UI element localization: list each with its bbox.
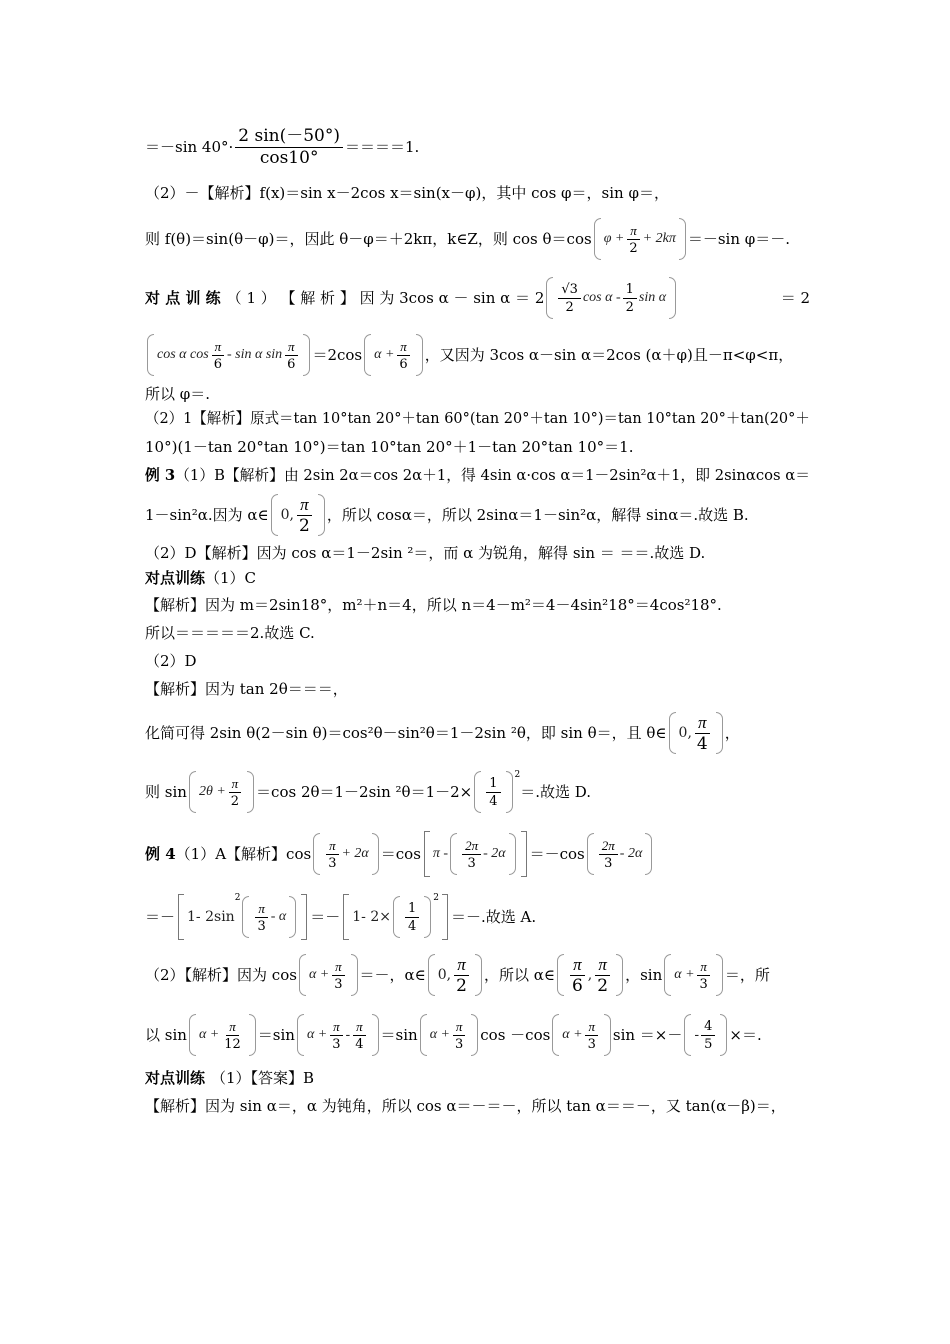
fraction: $\frac{\pi}{6}$ bbox=[284, 340, 298, 371]
example-heading: 例 3 bbox=[145, 466, 176, 484]
section-heading: 对点训练 bbox=[145, 569, 206, 587]
bracket-right bbox=[442, 894, 448, 940]
paren-left bbox=[594, 218, 601, 260]
text: ，所以 cosα＝，所以 2sinα＝1－sin²α，解得 sinα＝.故选 B. bbox=[326, 505, 749, 524]
paren-right bbox=[645, 833, 652, 875]
fraction: $\frac{√3}{2}$ bbox=[558, 283, 581, 314]
text: 【解析】因为 tan 2θ＝＝＝， bbox=[145, 680, 348, 698]
paren-right bbox=[509, 833, 516, 875]
line-1 bbox=[145, 128, 810, 167]
text: （2）【解析】因为 cos bbox=[145, 965, 297, 984]
section-heading: 对 点 训 练 bbox=[145, 288, 221, 307]
line-16 bbox=[145, 682, 810, 697]
text: 化简可得 2sin θ(2－sin θ)＝cos²θ－sin²θ＝1－2sin ²θ，即 sin θ＝，且 θ∈ bbox=[145, 723, 667, 742]
text: ＝.故选 D. bbox=[520, 782, 592, 801]
fraction: $\frac{\pi}{3}$ bbox=[697, 960, 711, 991]
line-3: 则 f(θ)＝sin(θ－φ)＝，因此 θ－φ＝＋2kπ，k∈Z，则 cos θ＝cos φ + $\frac{\pi}{2}$ + 2kπ ＝－sin φ＝－. bbox=[145, 218, 810, 260]
text: （2）D【解析】因为 cos α＝1－2sin ²＝，而 α 为锐角，解得 sin ＝ ＝＝.故选 D. bbox=[145, 544, 706, 562]
text: ＝－ bbox=[310, 907, 341, 926]
text: ＝－.故选 A. bbox=[451, 907, 537, 926]
paren-right bbox=[372, 833, 379, 875]
fraction: $\frac{2 \sin(-50^\circ)}{\cos 10^\circ}$ bbox=[235, 128, 343, 167]
line-13 bbox=[145, 598, 810, 613]
text: ，所以 α∈ bbox=[483, 965, 555, 984]
line-7 bbox=[145, 411, 810, 426]
paren-right bbox=[303, 334, 310, 376]
text: 所以 φ＝. bbox=[145, 385, 211, 403]
paren-right bbox=[506, 771, 513, 813]
paren-right bbox=[416, 334, 423, 376]
bracket-left bbox=[424, 831, 430, 877]
paren-right bbox=[249, 1014, 256, 1056]
text: ＝sin bbox=[380, 1025, 418, 1044]
paren-left bbox=[587, 833, 594, 875]
text: 以 sin bbox=[145, 1025, 187, 1044]
text: （1）B【解析】由 2sin 2α＝cos 2α＋1，得 4sin α·cos α＝1－2sin²α＋1，即 2sinαcos α＝ bbox=[175, 466, 810, 484]
text: ＝－ bbox=[145, 907, 176, 926]
text: （1）C bbox=[205, 569, 257, 587]
line-9 bbox=[145, 468, 810, 483]
text: ，sin bbox=[625, 965, 663, 984]
paren-left bbox=[450, 833, 457, 875]
paren-right bbox=[679, 218, 686, 260]
line-24 bbox=[145, 1099, 810, 1114]
fraction: $\frac{2\pi}{3}$ bbox=[599, 839, 618, 870]
paren-left bbox=[189, 1014, 196, 1056]
paren-left bbox=[474, 771, 481, 813]
text: ×＝. bbox=[729, 1025, 762, 1044]
paren-left bbox=[271, 494, 278, 536]
text: ＝cos 2θ＝1－2sin ²θ＝1－2× bbox=[256, 782, 473, 801]
paren-left bbox=[393, 896, 400, 938]
text: 则 f(θ)＝sin(θ－φ)＝，因此 θ－φ＝＋2kπ，k∈Z，则 cos θ＝cos bbox=[145, 229, 592, 248]
paren-left bbox=[147, 334, 154, 376]
fraction: $\frac{4}{5}$ bbox=[701, 1020, 715, 1051]
paren-right bbox=[720, 1014, 727, 1056]
fraction: $\frac{1}{4}$ bbox=[486, 777, 500, 808]
fraction: $\frac{1}{4}$ bbox=[405, 902, 419, 933]
line-15 bbox=[145, 654, 810, 669]
line-19: 例 4 （1）A【解析】cos $\frac{\pi}{3}$ + 2α ＝cos π - $\frac{2\pi}{3}$ - 2α ＝－cos $\frac{2\pi}{3}$ - 2α bbox=[145, 831, 810, 877]
text: ＝－sin φ＝－. bbox=[687, 229, 791, 248]
text: ＝－cos bbox=[529, 844, 585, 863]
line-10: 1－sin²α.因为 α∈ 0, $\frac{\pi}{2}$ ，所以 cosα＝，所以 2sinα＝1－sin²α，解得 sinα＝.故选 B. bbox=[145, 494, 749, 536]
paren-left bbox=[664, 954, 671, 996]
paren-right bbox=[351, 954, 358, 996]
exponent: 2 bbox=[234, 893, 241, 903]
bracket-left bbox=[343, 894, 349, 940]
example-heading: 例 4 bbox=[145, 844, 176, 863]
text: ＝cos bbox=[380, 844, 421, 863]
fraction: $\frac{\pi}{6}$ bbox=[211, 340, 225, 371]
text: 【解析】因为 m＝2sin18°，m²＋n＝4，所以 n＝4－m²＝4－4sin²18°＝4cos²18°. bbox=[145, 596, 722, 614]
text: ＝－sin 40°· bbox=[145, 138, 234, 156]
fraction: $\frac{1}{2}$ bbox=[623, 283, 637, 314]
fraction: $\frac{\pi}{2}$ bbox=[626, 224, 640, 255]
text: cos －cos bbox=[480, 1025, 551, 1044]
fraction: $\frac{\pi}{2}$ bbox=[456, 954, 467, 996]
fraction: $\frac{\pi}{3}$ bbox=[452, 1020, 466, 1051]
bracket-right bbox=[521, 831, 527, 877]
text: ， bbox=[724, 723, 740, 742]
line-20: ＝－ 1- 2sin 2 $\frac{\pi}{3}$ - α ＝－ 1- 2× $\frac{1}{4}$ $^2$ ＝－.故选 A. bbox=[145, 894, 810, 940]
paren-left bbox=[297, 1014, 304, 1056]
text: （1）【答案】B bbox=[211, 1069, 315, 1087]
fraction: $\frac{\pi}{12}$ bbox=[224, 1018, 241, 1052]
text: 1－sin²α.因为 α∈ bbox=[145, 505, 269, 524]
line-4: 对 点 训 练 （ 1 ） 【 解 析 】 因 为 3cos α － sin α ＝ 2 $\frac{√3}{2}$ cos α - $\frac{1}{2}$ sin α ＝ 2 bbox=[145, 277, 810, 319]
text: （2）D bbox=[145, 652, 197, 670]
paren-right bbox=[289, 896, 296, 938]
fraction: $\frac{2\pi}{3}$ bbox=[462, 839, 481, 870]
bracket-right bbox=[301, 894, 307, 940]
text: （2）－【解析】f(x)＝sin x－2cos x＝sin(x－φ)，其中 cos φ＝，sin φ＝， bbox=[145, 184, 669, 202]
paren-left bbox=[364, 334, 371, 376]
fraction: $\frac{\pi}{3}$ bbox=[585, 1020, 599, 1051]
fraction: $\frac{\pi}{3}$ bbox=[331, 960, 345, 991]
text: 则 sin bbox=[145, 782, 187, 801]
line-8 bbox=[145, 440, 810, 455]
paren-right bbox=[716, 712, 723, 754]
line-12 bbox=[145, 571, 810, 586]
text: （1）A【解析】cos bbox=[175, 844, 312, 863]
text: （ 1 ） 【 解 析 】 因 为 3cos α － sin α ＝ 2 bbox=[226, 288, 545, 307]
paren-left bbox=[552, 1014, 559, 1056]
text: 所以＝＝＝＝＝2.故选 C. bbox=[145, 624, 315, 642]
line-18: 则 sin 2θ + $\frac{\pi}{2}$ ＝cos 2θ＝1－2sin ²θ＝1－2× $\frac{1}{4}$ $^2$ ＝.故选 D. bbox=[145, 771, 810, 813]
fraction: $\frac{\pi}{2}$ bbox=[597, 954, 609, 996]
text: 【解析】因为 sin α＝，α 为钝角，所以 cos α＝－＝－，所以 tan α＝＝－，又 tan(α－β)＝， bbox=[145, 1097, 786, 1115]
line-22: 以 sin α + $\frac{\pi}{12}$ ＝sin α + $\frac{\pi}{3}$ - $\frac{\pi}{4}$ ＝sin α + $\frac{\pi}{3}$ cos －cos α + $\frac{\pi}{3}$ sin ＝×－ - $\frac{4}{5}$ ×＝. bbox=[145, 1014, 810, 1056]
paren-right bbox=[247, 771, 254, 813]
fraction: $\frac{\pi}{6}$ bbox=[396, 340, 410, 371]
paren-right bbox=[669, 277, 676, 319]
paren-left bbox=[189, 771, 196, 813]
paren-left bbox=[299, 954, 306, 996]
bracket-left bbox=[178, 894, 184, 940]
paren-right bbox=[604, 1014, 611, 1056]
paren-left bbox=[557, 954, 564, 996]
text: （2）1【解析】原式＝tan 10°tan 20°＋tan 60°(tan 20°＋tan 10°)＝tan 10°tan 20°＋tan(20°＋ bbox=[145, 409, 810, 427]
paren-right bbox=[318, 494, 325, 536]
text: ，又因为 3cos α－sin α＝2cos (α＋φ)且－π<φ<π， bbox=[424, 345, 794, 364]
text: ＝sin bbox=[257, 1025, 295, 1044]
line-14 bbox=[145, 626, 810, 641]
exponent: 2 bbox=[433, 893, 439, 903]
line-11 bbox=[145, 546, 810, 561]
line-21: （2）【解析】因为 cos α + $\frac{\pi}{3}$ ＝－，α∈ 0, $\frac{\pi}{2}$ ，所以 α∈ $\frac{\pi}{6}$ , $\frac{\pi}{2}$ ，sin α + $\frac{\pi}{3}$ ＝，所 bbox=[145, 954, 770, 996]
paren-right bbox=[616, 954, 623, 996]
line-5: cos α cos $\frac{\pi}{6}$ - sin α sin $\frac{\pi}{6}$ ＝2cos α + $\frac{\pi}{6}$ ，又因为 3cos α－sin α＝2cos (α＋φ)且－π<φ<π， bbox=[145, 334, 810, 376]
fraction: $\frac{\pi}{3}$ bbox=[325, 839, 339, 870]
fraction: $\frac{\pi}{2}$ bbox=[228, 777, 242, 808]
section-heading: 对点训练 bbox=[145, 1069, 206, 1087]
line-17: 化简可得 2sin θ(2－sin θ)＝cos²θ－sin²θ＝1－2sin ²θ，即 sin θ＝，且 θ∈ 0, $\frac{\pi}{4}$ ， bbox=[145, 712, 740, 754]
text: sin ＝×－ bbox=[612, 1025, 683, 1044]
text: ＝2cos bbox=[312, 345, 363, 364]
paren-left bbox=[420, 1014, 427, 1056]
paren-left bbox=[313, 833, 320, 875]
paren-left bbox=[428, 954, 435, 996]
paren-right bbox=[372, 1014, 379, 1056]
fraction: $\frac{\pi}{6}$ bbox=[571, 954, 583, 996]
fraction: $\frac{\pi}{4}$ bbox=[352, 1020, 366, 1051]
line-23 bbox=[145, 1071, 810, 1086]
fraction: $\frac{\pi}{4}$ bbox=[696, 712, 708, 754]
paren-right bbox=[716, 954, 723, 996]
fraction: $\frac{\pi}{3}$ bbox=[329, 1020, 343, 1051]
paren-left bbox=[669, 712, 676, 754]
paren-right bbox=[424, 896, 431, 938]
paren-right bbox=[471, 1014, 478, 1056]
text: ＝＝＝＝1. bbox=[345, 138, 420, 156]
paren-left bbox=[242, 896, 249, 938]
text: ＝－，α∈ bbox=[359, 965, 426, 984]
line-6 bbox=[145, 387, 810, 402]
text: 10°)(1－tan 20°tan 10°)＝tan 10°tan 20°＋1－tan 20°tan 10°＝1. bbox=[145, 438, 634, 456]
text: ＝ 2 bbox=[780, 288, 810, 307]
exponent: 2 bbox=[514, 770, 521, 780]
paren-right bbox=[475, 954, 482, 996]
paren-left bbox=[546, 277, 553, 319]
paren-left bbox=[684, 1014, 691, 1056]
line-2 bbox=[145, 186, 810, 201]
text: ＝，所 bbox=[724, 965, 770, 984]
fraction: $\frac{\pi}{3}$ bbox=[254, 902, 268, 933]
fraction: $\frac{\pi}{2}$ bbox=[298, 494, 310, 536]
